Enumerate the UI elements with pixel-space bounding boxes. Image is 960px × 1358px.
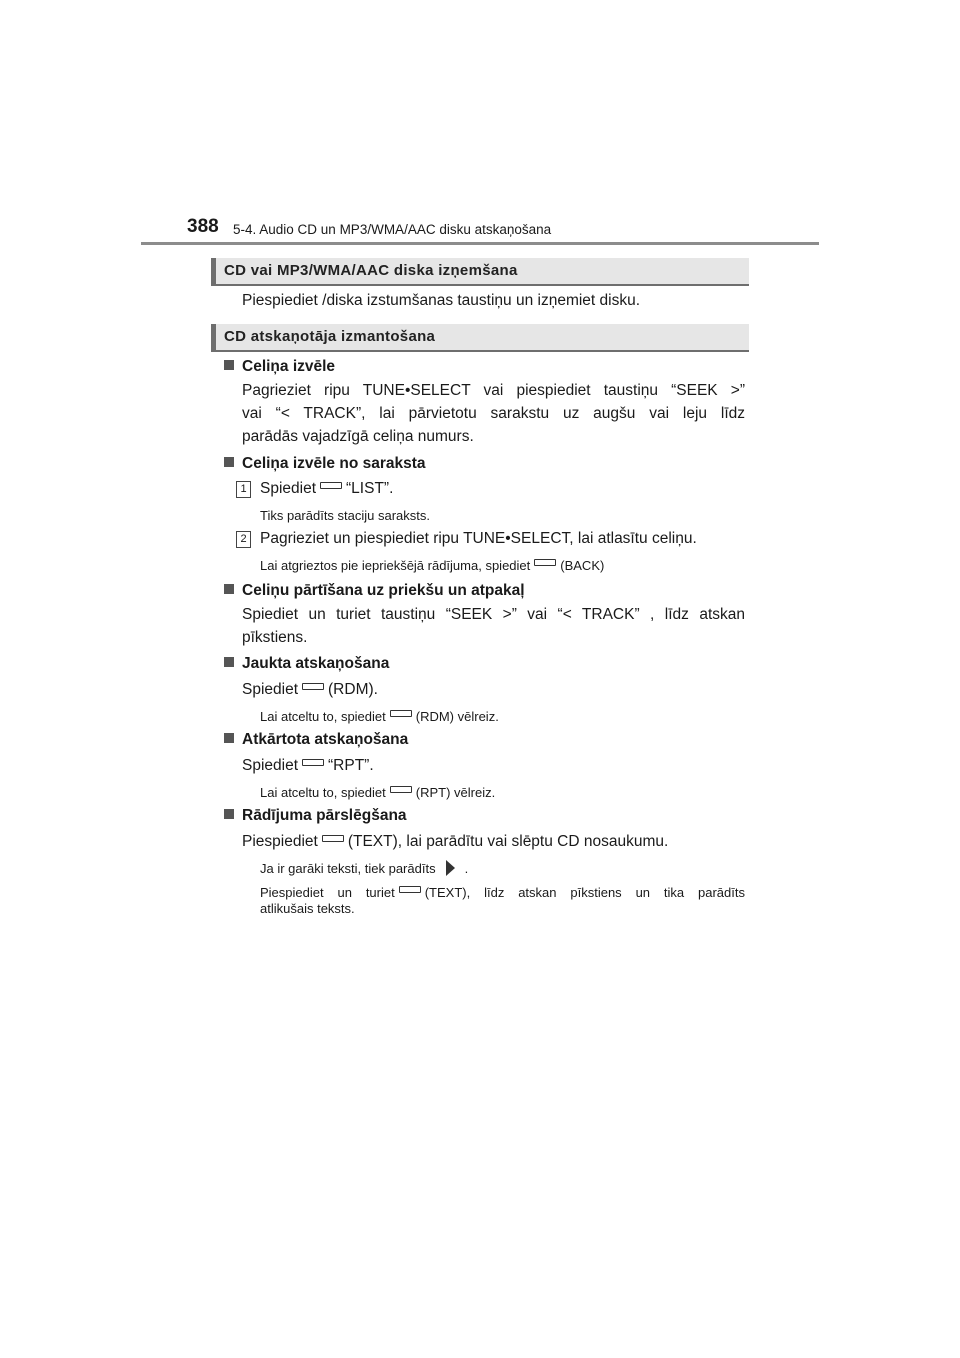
- repeat-text: Spiediet “RPT”.: [242, 757, 374, 774]
- section-heading-cd-player: [211, 324, 749, 352]
- step-2-text: Pagrieziet un piespiediet ripu TUNE•SELECT, lai atlasītu celiņu.: [260, 530, 697, 547]
- subheading-seek: Celiņu pārtīšana uz priekšu un atpakaļ: [224, 580, 525, 602]
- running-head: 5-4. Audio CD un MP3/WMA/AAC disku atskaņošana: [233, 222, 552, 237]
- random-note: Lai atceltu to, spiediet (RDM) vēlreiz.: [260, 709, 499, 724]
- subheading-repeat: Atkārtota atskaņošana: [224, 729, 408, 751]
- subheading-display: Rādījuma pārslēgšana: [224, 805, 407, 827]
- step-number-2: 2: [236, 531, 251, 548]
- button-icon: [399, 886, 421, 893]
- seek-line-1: Spiediet un turiet taustiņu “SEEK >” vai “< TRACK” , līdz atskan: [242, 606, 745, 623]
- display-note-2-line-1: Piespiediet un turiet (TEXT), līdz atskan pīkstiens un tika parādīts: [260, 885, 745, 900]
- section-title: CD atskaņotāja izmantošana: [224, 328, 436, 345]
- track-select-line-3: parādās vajadzīgā celiņa numurs.: [242, 428, 474, 445]
- button-icon: [302, 759, 324, 766]
- right-arrow-icon: [446, 860, 455, 876]
- section-title: CD vai MP3/WMA/AAC diska izņemšana: [224, 262, 518, 279]
- square-bullet-icon: [224, 360, 234, 370]
- button-icon: [390, 710, 412, 717]
- track-select-line-1: Pagrieziet ripu TUNE•SELECT vai piespiediet taustiņu “SEEK >”: [242, 382, 745, 399]
- square-bullet-icon: [224, 457, 234, 467]
- square-bullet-icon: [224, 584, 234, 594]
- button-icon: [320, 482, 342, 489]
- eject-instruction: Piespiediet /diska izstumšanas taustiņu un izņemiet disku.: [242, 292, 641, 309]
- random-text: Spiediet (RDM).: [242, 681, 378, 698]
- step-2-note: Lai atgrieztos pie iepriekšējā rādījuma, spiediet (BACK): [260, 558, 605, 573]
- button-icon: [534, 559, 556, 566]
- square-bullet-icon: [224, 733, 234, 743]
- display-note-1: Ja ir garāki teksti, tiek parādīts .: [260, 861, 469, 876]
- repeat-note: Lai atceltu to, spiediet (RPT) vēlreiz.: [260, 785, 496, 800]
- section-heading-disc-eject: [211, 258, 749, 286]
- track-select-line-2: vai “< TRACK”, lai pārvietotu sarakstu uz augšu vai leju līdz: [242, 405, 745, 422]
- header-rule: [141, 242, 819, 245]
- display-note-2-line-2: atlikušais teksts.: [260, 901, 355, 916]
- step-1-text: Spiediet “LIST”.: [260, 480, 394, 497]
- seek-line-2: pīkstiens.: [242, 629, 308, 646]
- square-bullet-icon: [224, 657, 234, 667]
- subheading-list-select: Celiņa izvēle no saraksta: [224, 453, 426, 475]
- button-icon: [390, 786, 412, 793]
- button-icon: [322, 835, 344, 842]
- square-bullet-icon: [224, 809, 234, 819]
- step-1-note: Tiks parādīts staciju saraksts.: [260, 508, 431, 523]
- subheading-track-select: Celiņa izvēle: [224, 356, 335, 378]
- subheading-random: Jaukta atskaņošana: [224, 653, 389, 675]
- button-icon: [302, 683, 324, 690]
- step-number-1: 1: [236, 481, 251, 498]
- display-text: Piespiediet (TEXT), lai parādītu vai slēptu CD nosaukumu.: [242, 833, 669, 850]
- page-number: 388: [187, 216, 219, 237]
